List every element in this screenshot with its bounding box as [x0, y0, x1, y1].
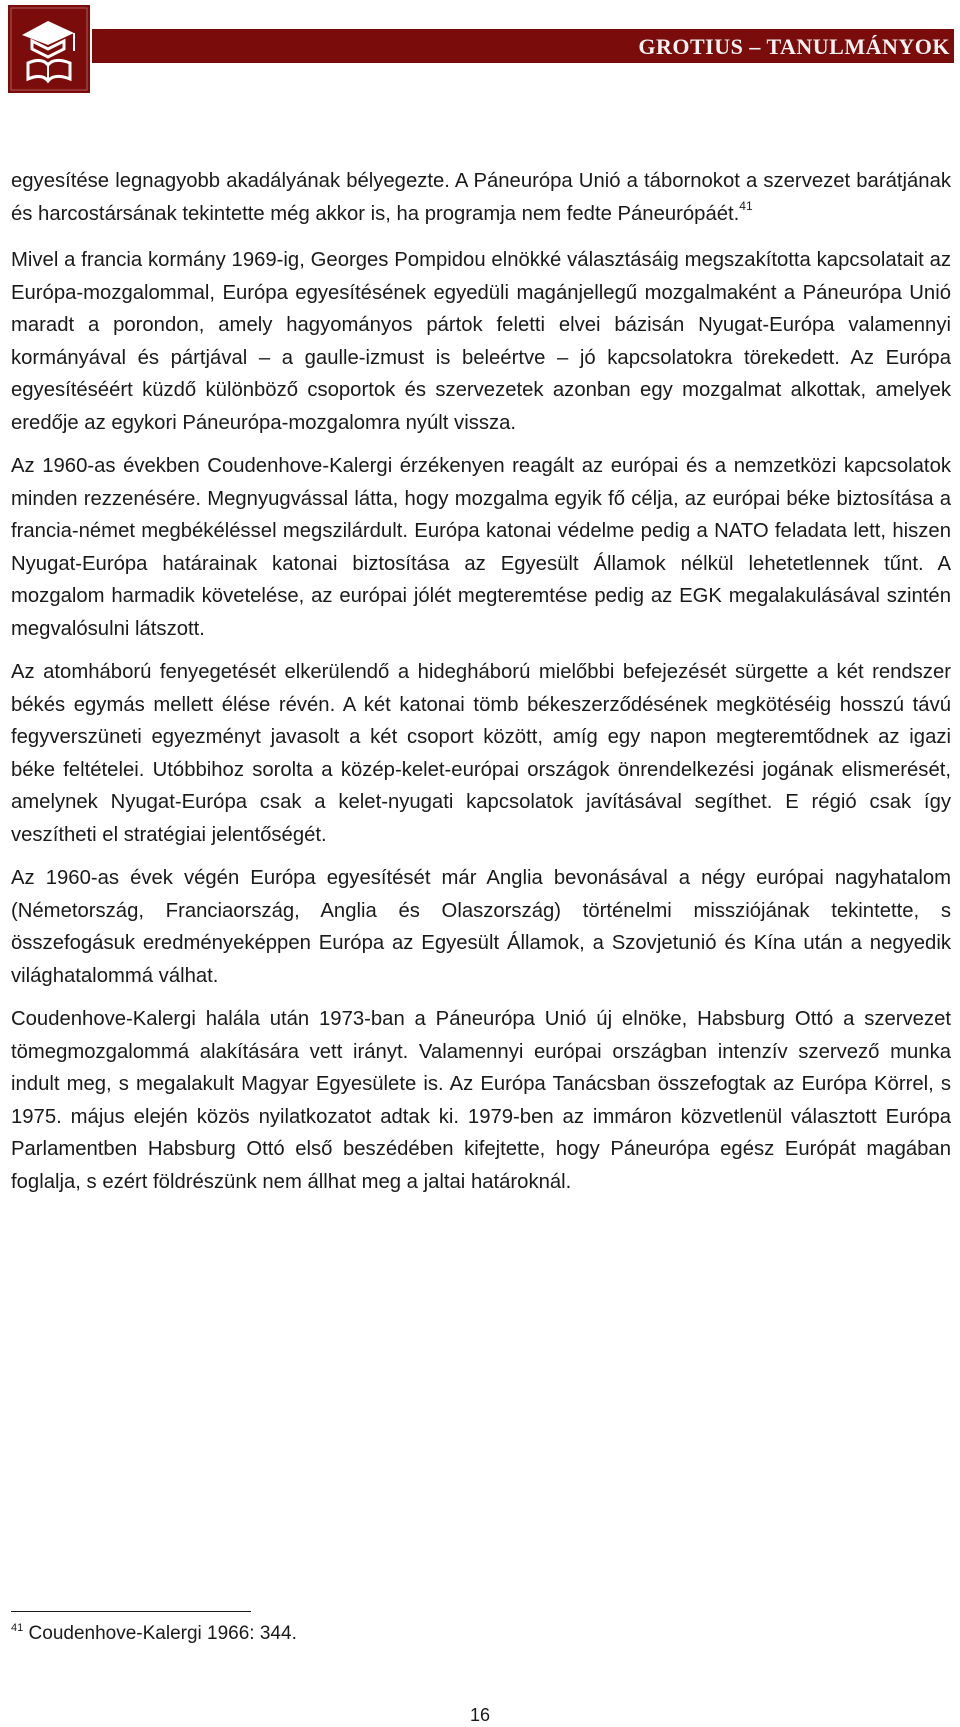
graduation-cap-book-logo	[8, 5, 90, 93]
paragraph	[11, 165, 951, 230]
article-body	[11, 165, 951, 1209]
header-banner	[92, 29, 954, 63]
paragraph: Coudenhove-Kalergi halála után 1973-ban a Páneurópa Unió új elnöke, Habsburg Ottó a szervezet tömegmozgalommá alakítására vett irányt. Valamennyi európai országban intenzív szervező munka indult meg, s megalakult Magyar Egyesülete is. Az Európa Tanácsban összefogtak az Európa Körrel, s 1975. május elején közös nyilatkozatot adtak ki. 1979-ben az immáron közvetlenül választott Európa Parlamentben Habsburg Ottó első beszédében kifejtette, hogy Páneurópa egész Európát magában foglalja, s ezért földrészünk nem állhat meg a jaltai határoknál.	[11, 1008, 951, 1193]
footnote-divider	[11, 1611, 251, 1612]
footnote-reference[interactable]: 41	[739, 198, 753, 213]
paragraph: Mivel a francia kormány 1969-ig, Georges Pompidou elnökké választásáig megszakította kapcsolatait az Európa-mozgalommal, Európa egyesítésének egyedüli magánjellegű mozgalmaként a Páneurópa Unió maradt a porondon, amely hagyományos pártok feletti elvei bázisán Nyugat-Európa valamennyi kormányával és pártjával – a gaulle-izmust is beleértve – jó kapcsolatokra törekedett. Az Európa egyesítéséért küzdő különböző csoportok és szervezetek azonban egy mozgalmat alkottak, amelyek eredője az egykori Páneurópa-mozgalomra nyúlt vissza.	[11, 249, 951, 434]
paragraph: Az atomháború fenyegetését elkerülendő a hidegháború mielőbbi befejezését sürgette a két rendszer békés egymás mellett élése révén. A két katonai tömb békeszerződésének megkötéséig hosszú távú fegyverszüneti egyezményt javasolt a két csoport között, amíg egy napon megteremtődnek az igazi béke feltételei. Utóbbihoz sorolta a közép-kelet-európai országok önrendelkezési jogának elismerését, amelynek Nyugat-Európa csak a kelet-nyugati kapcsolatok javításával segíthet. E régió csak így veszítheti el stratégiai jelentőségét.	[11, 661, 951, 846]
paragraph: Az 1960-as évek végén Európa egyesítését már Anglia bevonásával a négy európai nagyhatalom (Németország, Franciaország, Anglia és Olaszország) történelmi missziójának tekintette, s összefogásuk eredményeképpen Európa az Egyesült Államok, a Szovjetunió és Kína után a negyedik világhatalommá válhat.	[11, 867, 951, 987]
footnote-number: 41	[11, 1622, 24, 1634]
page-header	[8, 5, 954, 93]
footnote-text: Coudenhove-Kalergi 1966: 344.	[28, 1623, 297, 1644]
footnote	[11, 1622, 297, 1646]
paragraph-text: egyesítése legnagyobb akadályának bélyegezte. A Páneurópa Unió a tábornokot a szervezet barátjának és harcostársának tekintette még akkor is, ha programja nem fedte Páneurópáét.	[11, 170, 951, 225]
publication-title: GROTIUS – TANULMÁNYOK	[638, 34, 950, 59]
paragraph: Az 1960-as években Coudenhove-Kalergi érzékenyen reagált az európai és a nemzetközi kapcsolatok minden rezzenésére. Megnyugvással látta, hogy mozgalma egyik fő célja, az európai béke biztosítása a francia-német megbékéléssel megszilárdult. Európa katonai védelme pedig a NATO feladata lett, hiszen Nyugat-Európa határainak katonai biztosítása az Egyesült Államok nélkül lehetetlennek tűnt. A mozgalom harmadik követelése, az európai jólét megteremtése pedig az EGK megalakulásával szintén megvalósulni látszott.	[11, 455, 951, 640]
page-number: 16	[469, 1705, 491, 1725]
